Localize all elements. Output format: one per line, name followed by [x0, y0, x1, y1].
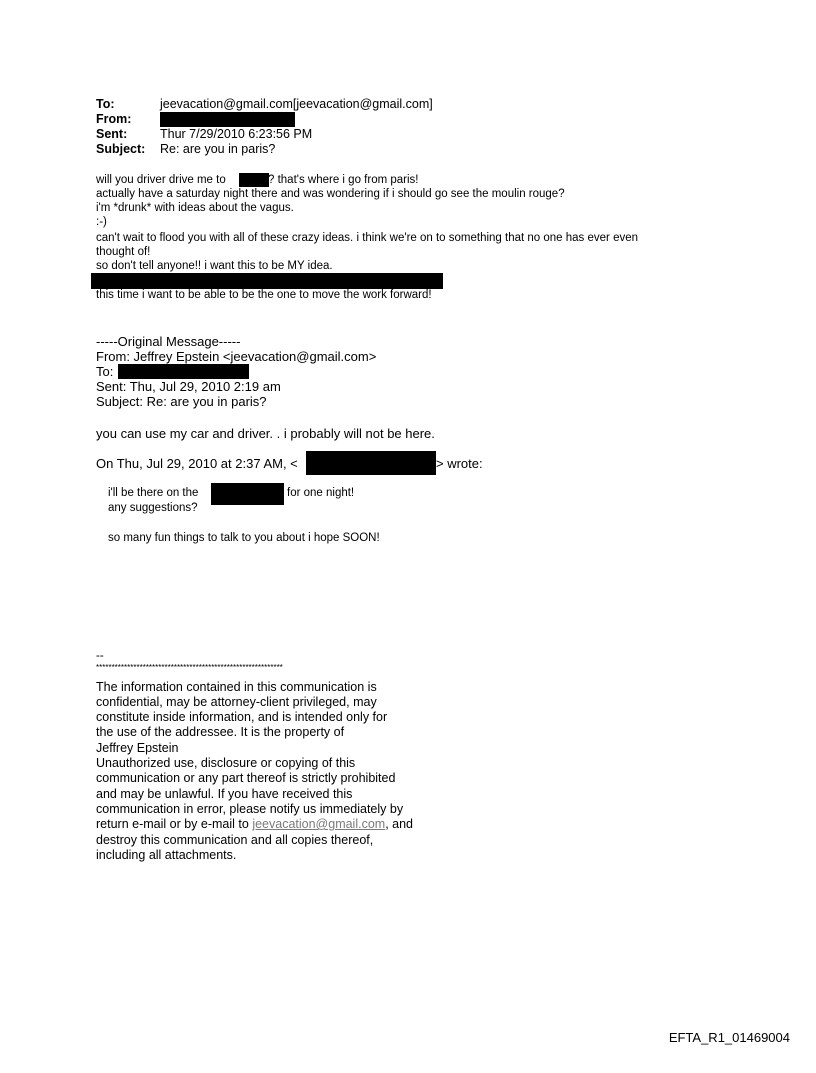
original-separator: -----Original Message----- — [96, 334, 241, 349]
quote-line-1b: for one night! — [287, 487, 355, 499]
body-line-2: actually have a saturday night there and was wondering if i should go see the moulin rouge? — [96, 188, 565, 200]
email-link[interactable]: jeevacation@gmail.com — [252, 817, 386, 831]
sent-label: Sent: — [96, 127, 128, 141]
footer-return-text: return e-mail or by e-mail to — [96, 817, 253, 831]
body-line-5: can't wait to flood you with all of these crazy ideas. i think we're on to something that no one has ever even — [96, 232, 639, 244]
footer-line-9: communication in error, please notify us immediately by — [96, 802, 404, 816]
redaction-from — [160, 112, 295, 127]
footer-stars: ************************************************************ — [96, 663, 283, 672]
body-line-4: :-) — [96, 216, 107, 228]
original-to-label: To: — [96, 364, 114, 379]
footer-return-line — [96, 817, 413, 832]
redaction-original-to — [118, 364, 249, 379]
body-line-1a: will you driver drive me to — [96, 174, 226, 186]
body-line-1b: ? that's where i go from paris! — [268, 174, 419, 186]
to-label: To: — [96, 97, 115, 111]
footer-line-6: Unauthorized use, disclosure or copying of this — [96, 756, 356, 770]
footer-line-5: Jeffrey Epstein — [96, 741, 179, 755]
footer-line-8: and may be unlawful. If you have received this — [96, 787, 353, 801]
original-from: From: Jeffrey Epstein <jeevacation@gmail.com> — [96, 349, 377, 364]
footer-destroy-line: destroy this communication and all copies thereof, — [96, 833, 374, 847]
original-on-a: On Thu, Jul 29, 2010 at 2:37 AM, < — [96, 456, 298, 471]
footer-line-4: the use of the addressee. It is the property of — [96, 725, 345, 739]
original-on-b: > wrote: — [436, 456, 483, 471]
quote-line-3: so many fun things to talk to you about i hope SOON! — [108, 532, 380, 544]
sent-value: Thur 7/29/2010 6:23:56 PM — [160, 127, 313, 141]
footer-dashes: -- — [96, 650, 104, 662]
footer-return-tail: , and — [385, 817, 414, 831]
body-line-3: i'm *drunk* with ideas about the vagus. — [96, 202, 294, 214]
footer-line-7: communication or any part thereof is strictly prohibited — [96, 771, 396, 785]
redaction-destination — [239, 173, 269, 187]
body-line-6: thought of! — [96, 246, 151, 258]
subject-label: Subject: — [96, 142, 146, 156]
body-line-7: so don't tell anyone!! i want this to be MY idea. — [96, 260, 333, 272]
redaction-body-line — [91, 273, 443, 289]
footer-line-1: The information contained in this communication is — [96, 680, 377, 694]
from-label: From: — [96, 112, 132, 126]
body-line-9: this time i want to be able to be the one to move the work forward! — [96, 289, 432, 301]
original-reply: you can use my car and driver. . i probably will not be here. — [96, 426, 435, 441]
subject-value: Re: are you in paris? — [160, 142, 276, 156]
redaction-location — [211, 483, 284, 505]
footer-line-2: confidential, may be attorney-client privileged, may — [96, 695, 377, 709]
document-id: EFTA_R1_01469004 — [668, 1030, 790, 1045]
quote-line-1a: i'll be there on the — [108, 487, 199, 499]
to-value: jeevacation@gmail.com[jeevacation@gmail.com] — [160, 97, 433, 111]
redaction-sender-email — [306, 451, 436, 475]
quote-line-2: any suggestions? — [108, 502, 198, 514]
footer-line-3: constitute inside information, and is intended only for — [96, 710, 388, 724]
original-subject: Subject: Re: are you in paris? — [96, 394, 267, 409]
footer-attach-line: including all attachments. — [96, 848, 237, 862]
original-sent: Sent: Thu, Jul 29, 2010 2:19 am — [96, 379, 281, 394]
